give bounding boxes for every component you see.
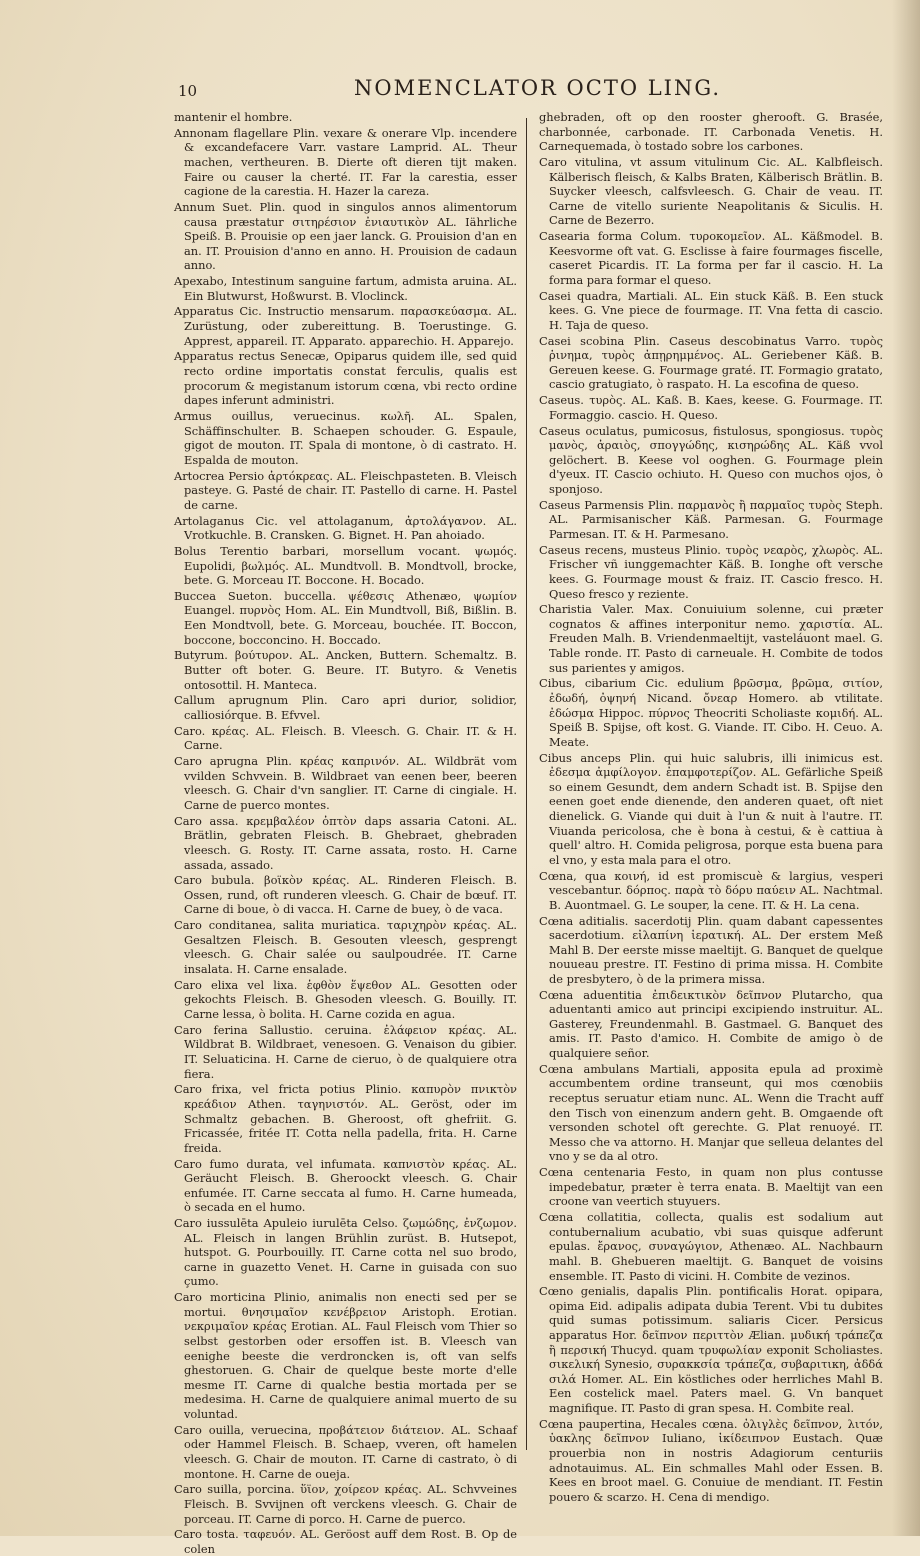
entry: Caseus. τυρὸς. AL. Kaß. B. Kaes, keese. G. Fourmage. IT. Formaggio. cascio. H. Queso. [539, 393, 883, 422]
left-column [174, 110, 517, 1556]
entry: Casei quadra, Martiali. AL. Ein stuck Käß. B. Een stuck kees. G. Vne piece de fourmage. IT. Vna fetta di cascio. H. Taja de queso. [539, 288, 883, 332]
entry: Caro vitulina, vt assum vitulinum Cic. AL. Kalbfleisch. Kälberisch fleisch, & Kalbs Braten, Kälberisch Brätlin. B. Suycker vleesch, calfsvleesch. G. Chair de veau. IT. Carne de vitello suriente Neapolitanis & Siculis. H. Carne de Bezerro. [539, 154, 883, 228]
entry: Annonam flagellare Plin. vexare & onerare Vlp. incendere & excandefacere Varr. vastare Lamprid. AL. Theur machen, vertheuren. B. Dierte oft dieren tijt maken. Faire ou causer la cherté. IT. Far la carestia, esser cagione de la carestia. H. Hazer la careza. [174, 125, 517, 199]
entry: Buccea Sueton. buccella. ψέθεσις Athenæo, ψωμίον Euangel. πυρνὸς Hom. AL. Ein Mundtvoll, Biß, Bißlin. B. Een Mondtvoll, bete. G. Morceau, bouchée. IT. Boccon, boccone, bocconcino. H. Boccado. [174, 588, 517, 647]
entry: Caro assa. κρεμβαλέον ὀπτὸν daps assaria Catoni. AL. Brätlin, gebraten Fleisch. B. Ghebraet, ghebraden vleesch. G. Rosty. IT. Carne assata, rosto. H. Carne assada, assado. [174, 813, 517, 872]
page-edge-shadow [892, 0, 920, 1536]
entry: Caro aprugna Plin. κρέας καπρινόν. AL. Wildbrät vom vvilden Schvvein. B. Wildbraet van eenen beer, beeren vleesch. G. Chair d'vn sanglier. IT. Carne di cingiale. H. Carne de puerco montes. [174, 754, 517, 812]
entry: Butyrum. βούτυρον. AL. Ancken, Buttern. Schemaltz. B. Butter oft boter. G. Beure. IT. Butyro. & Venetis ontosottil. H. Manteca. [174, 648, 517, 692]
entry: Charistia Valer. Max. Conuiuium solenne, cui præter cognatos & affines interponitur nemo. χαριστία. AL. Freuden Malh. B. Vriendenmaeltijt, vasteláuont mael. G. Table ronde. IT. Pasto di carneuale. H. Combite de todos sus parientes y amigos. [539, 602, 883, 675]
entry: Caro frixa, vel fricta potius Plinio. καπυρὸν πνικτὸν κρεάδιον Athen. ταγηνιστόν. AL. Geröst, oder im Schmaltz gebachen. B. Gheroost, oft ghefriit. G. Fricassée, fritée IT. Cotta nella padella, frita. H. Carne freida. [174, 1082, 517, 1155]
entry: Caro bubula. βοϊκὸν κρέας. AL. Rinderen Fleisch. B. Ossen, rund, oft runderen vleesch. G. Chair de bœuf. IT. Carne di boue, ò di vacca. H. Carne de buey, ò de vaca. [174, 873, 517, 917]
entry: Artolaganus Cic. vel attolaganum, ἀρτολάγανον. AL. Vrotkuchle. B. Cransken. G. Bignet. H. Pan ahoiado. [174, 513, 517, 543]
entry: Cœno genialis, dapalis Plin. pontificalis Horat. opipara, opima Eid. adipalis adipata dubia Terent. Vbi tu dubites quid sumas potissimum. saliaris Cicer. Persicus apparatus Hor. δεῖπνον περιττὸν Ælian. μυδική τράπεζα ἢ περσική Thucyd. quam τρυφωλίαν exponit Scholiastes. σικελική Synesio, συρακκσία τράπεζα, συβαριτικη, ἀδδά σιλά Homer. AL. Ein köstliches oder herrliches Mahl B. Een costelick mael. Paters mael. G. Vn banquet magnifique. IT. Pasto di gran spesa. H. Combite real. [539, 1284, 883, 1416]
entry: Cœna collatitia, collecta, qualis est sodalium aut contubernalium acubatio, vbi suas quisque adferunt epulas. ἔρανος, συναγώγιον, Athenæo. AL. Nachbaurn mahl. B. Ghebueren maeltijt. G. Banquet de voisins ensemble. IT. Pasto di vicini. H. Combite de vezinos. [539, 1210, 883, 1283]
entry: Casei scobina Plin. Caseus descobinatus Varro. τυρὸς ῥινημα, τυρὸς ἀπῃρημμένος. AL. Geriebener Käß. B. Gereuen keese. G. Fourmage graté. IT. Formagio gratato, cascio gratugiato, ò raspato. H. La escofina de queso. [539, 333, 883, 392]
page-header [178, 76, 738, 106]
column-rule [526, 118, 527, 1450]
entry: Caro. κρέας. AL. Fleisch. B. Vleesch. G. Chair. IT. & H. Carne. [174, 723, 517, 753]
entry: Caro fumo durata, vel infumata. καπνιστὸν κρέας. AL. Geräucht Fleisch. B. Gheroockt vleesch. G. Chair enfumée. IT. Carne seccata al fumo. H. Carne humeada, ò secada en el humo. [174, 1156, 517, 1215]
entry: Caseus recens, musteus Plinio. τυρὸς νεαρὸς, χλωρὸς. AL. Frischer vñ iunggemachter Käß. B. Ionghe oft versche kees. G. Fourmage moust & fraiz. IT. Cascio fresco. H. Queso fresco y reziente. [539, 542, 883, 601]
entry: Cœna aditialis. sacerdotij Plin. quam dabant capessentes sacerdotium. εἰλαπίνη ἱερατική. AL. Der erstem Meß Mahl B. Der eerste misse maeltijt. G. Banquet de quelque nouueau prestre. IT. Festino di prima missa. H. Combite de presbytero, ò de la primera missa. [539, 913, 883, 986]
entry: Caro tosta. ταφευόν. AL. Geröost auff dem Rost. B. Op de colen [174, 1527, 517, 1556]
entry: Callum aprugnum Plin. Caro apri durior, solidior, calliosiórque. B. Efvvel. [174, 693, 517, 722]
entry: Caro suilla, porcina. ὕϊον, χοίρεον κρέας. AL. Schvveines Fleisch. B. Svvijnen oft verckens vleesch. G. Chair de porceau. IT. Carne di porco. H. Carne de puerco. [174, 1482, 517, 1526]
entry: Apparatus Cic. Instructio mensarum. παρασκεύασμα. AL. Zurüstung, oder zubereittung. B. Toerustinge. G. Apprest, appareil. IT. Apparato. apparechio. H. Apparejo. [174, 304, 517, 348]
entry: Annum Suet. Plin. quod in singulos annos alimentorum causa præstatur σιτηρέσιον ἐνιαυτικὸν AL. Iährliche Speiß. B. Prouisie op een jaer lanck. G. Prouision d'an en an. IT. Prouision d'anno en anno. H. Prouision de cadaun anno. [174, 199, 517, 273]
entry: Apparatus rectus Senecæ, Opiparus quidem ille, sed quid recto ordine importatis constat ferculis, qualis est procorum & megistanum istorum cœna, vbi recto ordine dapes inferunt administri. [174, 349, 517, 408]
entry: Caro iussulēta Apuleio iurulēta Celso. ζωμώδης, ἐνζωμον. AL. Fleisch in langen Brühlin zurüst. B. Hutsepot, hutspot. G. Pourbouilly. IT. Carne cotta nel suo brodo, carne in guazetto Venet. H. Carne in guisada con suo çumo. [174, 1216, 517, 1289]
entry: Bolus Terentio barbari, morsellum vocant. ψωμός. Eupolidi, βωλμός. AL. Mundtvoll. B. Mondtvoll, brocke, bete. G. Morceau IT. Boccone. H. Bocado. [174, 543, 517, 588]
entry: Caro conditanea, salita muriatica. ταριχηρὸν κρέας. AL. Gesaltzen Fleisch. B. Gesouten vleesch, gesprengt vleesch. G. Chair salée ou saulpoudrée. IT. Carne insalata. H. Carne ensalade. [174, 918, 517, 977]
entry: Cœna paupertina, Hecales cœna. ὀλιγλὲς δεῖπνον, λιτόν, ὑακλης δεῖπνον Iuliano, ἰκίδειπνον Eustach. Quæ prouerbia non in nostris Adagiorum centuriis adnotauimus. AL. Ein schmalles Mahl oder Essen. B. Kees en broot mael. G. Conuiue de mendiant. IT. Festin pouero & scarzo. H. Cena di mendigo. [539, 1416, 883, 1504]
entry: Cibus anceps Plin. qui huic salubris, illi inimicus est. ἐδεσμα ἀμφίλογον. ἐπαμφοτερίζον. AL. Gefärliche Speiß so einem Gesundt, dem andern Schadt ist. B. Spijse den eenen goet ende dienende, den anderen quaet, oft niet dienelick. G. Viande qui duit à l'un & nuit à l'autre. IT. Viuanda pericolosa, che è bona à cestui, & è cattiua à quell' altro. H. Comida peligrosa, porque esta buena para el vno, y esta mala para el otro. [539, 750, 883, 867]
entry: Cœna ambulans Martiali, apposita epula ad proximè accumbentem ordine transeunt, qui mos cœnobiis receptus seruatur etiam nunc. AL. Wenn die Tracht auff den Tisch von einenzum andern geht. B. Omgaende oft versonden schotel oft gerechte. G. Plat renuoyé. IT. Messo che va attorno. H. Manjar que selleua delantes del vno y se da al otro. [539, 1061, 883, 1164]
entry: Caro elixa vel lixa. ἑφθὸν ἕψεθον AL. Gesotten oder gekochts Fleisch. B. Ghesoden vleesch. G. Bouilly. IT. Carne lessa, ò bolita. H. Carne cozida en agua. [174, 977, 517, 1021]
entry: Caro ferina Sallustio. ceruina. ἐλάφειον κρέας. AL. Wildbrat B. Wildbraet, venesoen. G. Venaison du gibier. IT. Seluaticina. H. Carne de cieruo, ò de qualquiere otra fiera. [174, 1022, 517, 1081]
entry: mantenir el hombre. [174, 110, 293, 124]
entry: Armus ouillus, veruecinus. κωλῆ. AL. Spalen, Schäffinschulter. B. Schaepen schouder. G. Espaule, gigot de mouton. IT. Spala di montone, ò di castrato. H. Espalda de mouton. [174, 409, 517, 467]
entry: ghebraden, oft op den rooster gherooft. G. Brasée, charbonnée, carbonade. IT. Carbonada Venetis. H. Carnequemada, ò tostado sobre los carbones. [539, 110, 883, 154]
entry: Caseus Parmensis Plin. παρμανὸς ἢ παρμαῖος τυρὸς Steph. AL. Parmisanischer Käß. Parmesan. G. Fourmage Parmesan. IT. & H. Parmesano. [539, 497, 883, 541]
entry: Cibus, cibarium Cic. edulium βρῶσμα, βρῶμα, σιτίον, ἐδωδή, ὀψηνή Nicand. ὄνεαρ Homero. ab vtilitate. ἐδώσμα Hippoc. πύρνος Theocriti Scholiaste κομιδή. AL. Speiß B. Spijse, oft kost. G. Viande. IT. Cibo. H. Ceuo. A. Meate. [539, 676, 883, 749]
entry: Cœna aduentitia ἐπιδεικτικὸν δεῖπνον Plutarcho, qua aduentanti amico aut principi excipiendo instruitur. AL. Gasterey, Freundenmahl. B. Gastmael. G. Banquet des amis. IT. Pasto d'amico. H. Combite de amigo ò de qualquiere señor. [539, 987, 883, 1061]
entry: Caro ouilla, veruecina, προβάτειον διάτειον. AL. Schaaf oder Hammel Fleisch. B. Schaep, vveren, oft hamelen vleesch. G. Chair de mouton. IT. Carne di castrato, ò di montone. H. Carne de oueja. [174, 1422, 517, 1481]
entry: Cœna, qua κοινή, id est promiscuè & largius, vesperi vescebantur. δόρπος. παρὰ τὸ δόρυ παύειν AL. Nachtmal. B. Auontmael. G. Le souper, la cene. IT. & H. La cena. [539, 868, 883, 912]
right-column [539, 110, 883, 1504]
entry: Apexabo, Intestinum sanguine fartum, admista aruina. AL. Ein Blutwurst, Hoßwurst. B. Vloclinck. [174, 274, 517, 303]
entry: Casearia forma Colum. τυροκομεῖον. AL. Käßmodel. B. Keesvorme oft vat. G. Esclisse à faire fourmages fiscelle, caseret Picardis. IT. La forma per far il cascio. H. La forma para formar el queso. [539, 229, 883, 287]
entry: Cœna centenaria Festo, in quam non plus contusse impedebatur, præter è terra enata. B. Maeltijt van een croone van veertich stuyuers. [539, 1165, 883, 1209]
page-number: 10 [178, 82, 198, 100]
running-title: NOMENCLATOR OCTO LING. [354, 76, 722, 100]
entry: Caro morticina Plinio, animalis non enecti sed per se mortui. θνησιμαῖον κενέβρειον Aristoph. Erotian. νεκριμαῖον κρέας Erotian. AL. Faul Fleisch vom Thier so selbst gestorben oder ersoffen ist. B. Vleesch van eenighe beeste die verdroncken is, oft van selfs ghestoruen. G. Chair de quelque beste morte d'elle mesme IT. Carne di qualche bestia mortada per se medesima. H. Carne de qualquiere animal muerto de su voluntad. [174, 1290, 517, 1421]
entry: Caseus oculatus, pumicosus, fistulosus, spongiosus. τυρὸς μανὸς, ἀραιὸς, σπογγώδης, κισηρώδης AL. Käß vvol gelöchert. B. Keese vol ooghen. G. Fourmage plein d'yeux. IT. Cascio ochiuto. H. Queso con muchos ojos, ò sponjoso. [539, 423, 883, 496]
entry: Artocrea Persio ἀρτόκρεας. AL. Fleischpasteten. B. Vleisch pasteye. G. Pasté de chair. IT. Pastello di carne. H. Pastel de carne. [174, 468, 517, 512]
